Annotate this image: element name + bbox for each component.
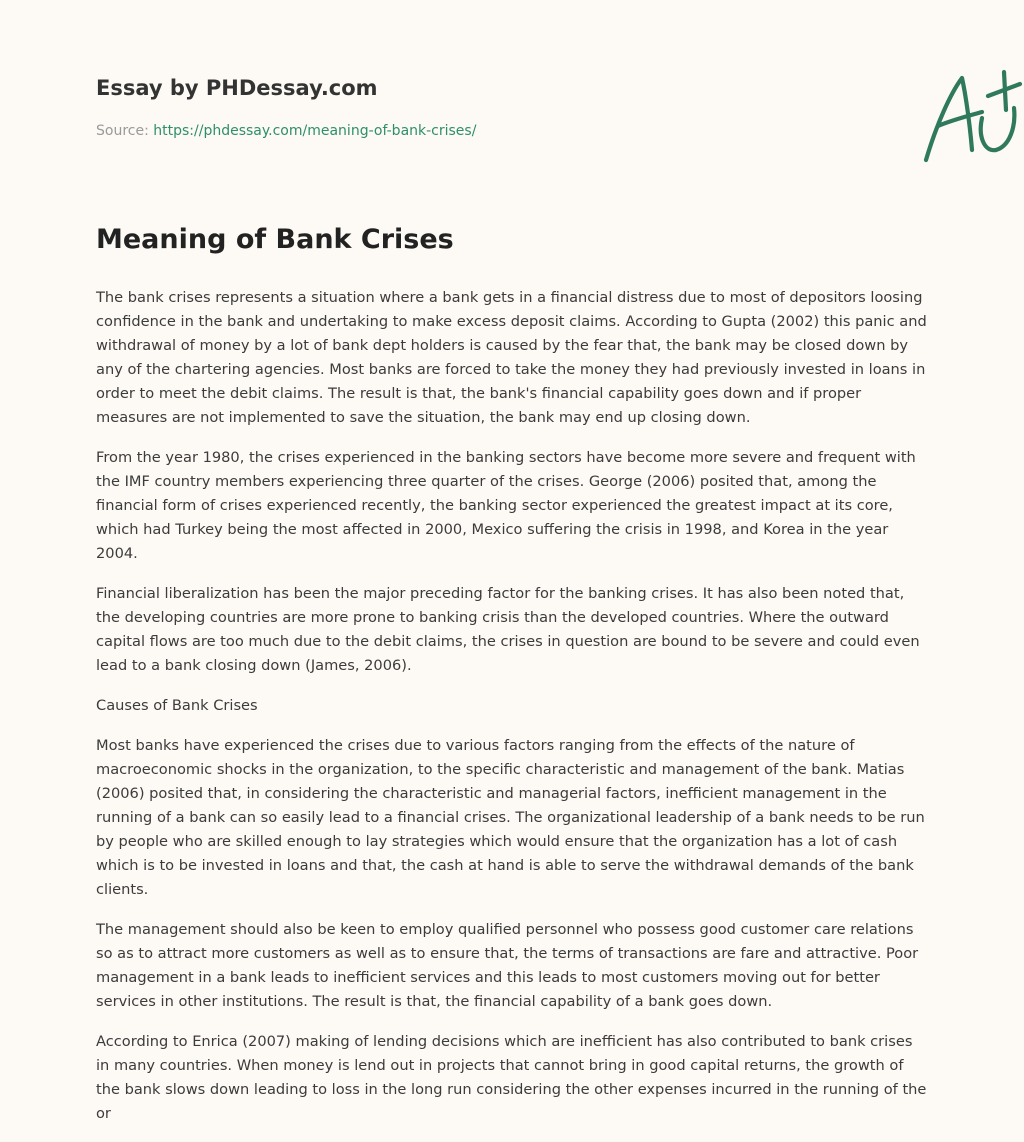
source-line	[96, 123, 476, 139]
a-plus-logo-icon	[916, 66, 1024, 166]
essay-paragraph: From the year 1980, the crises experienced in the banking sectors have become more severe and frequent with the IMF country members experiencing three quarter of the crises. George (2006) posited that, among the financial form of crises experienced recently, the banking sector experienced the greatest impact at its core, which had Turkey being the most affected in 2000, Mexico suffering the crisis in 1998, and Korea in the year 2004.	[96, 449, 916, 562]
section-heading: Causes of Bank Crises	[96, 697, 258, 714]
essay-paragraph: Financial liberalization has been the major preceding factor for the banking crises. It has also been noted that, the developing countries are more prone to banking crisis than the developed countries. Where the outward capital flows are too much due to the debit claims, the crises in question are bound to be severe and could even lead to a bank closing down (James, 2006).	[96, 585, 920, 674]
site-title: Essay by PHDessay.com	[96, 76, 378, 100]
essay-body	[96, 286, 928, 1142]
source-link[interactable]: https://phdessay.com/meaning-of-bank-crises/	[153, 123, 477, 139]
essay-title: Meaning of Bank Crises	[96, 224, 454, 255]
source-label: Source:	[96, 123, 149, 139]
essay-paragraph: The management should also be keen to employ qualified personnel who possess good customer care relations so as to attract more customers as well as to ensure that, the terms of transactions are fare and attractive. Poor management in a bank leads to inefficient services and this leads to most customers moving out for better services in other institutions. The result is that, the financial capability of a bank goes down.	[96, 921, 919, 1010]
essay-paragraph: According to Enrica (2007) making of lending decisions which are inefficient has also contributed to bank crises in many countries. When money is lend out in projects that cannot bring in good capital returns, the growth of the bank slows down leading to loss in the long run considering the other expenses incurred in the running of the or	[96, 1033, 927, 1122]
essay-paragraph: Most banks have experienced the crises due to various factors ranging from the effects of the nature of macroeconomic shocks in the organization, to the specific characteristic and management of the bank. Matias (2006) posited that, in considering the characteristic and managerial factors, inefficient management in the running of a bank can so easily lead to a financial crises. The organizational leadership of a bank needs to be run by people who are skilled enough to lay strategies which would ensure that the organization has a lot of cash which is to be invested in loans and that, the cash at hand is able to serve the withdrawal demands of the bank clients.	[96, 737, 925, 898]
essay-paragraph: The bank crises represents a situation where a bank gets in a financial distress due to most of depositors loosing confidence in the bank and undertaking to make excess deposit claims. According to Gupta (2002) this panic and withdrawal of money by a lot of bank dept holders is caused by the fear that, the bank may be closed down by any of the chartering agencies. Most banks are forced to take the money they had previously invested in loans in order to meet the debit claims. The result is that, the bank's financial capability goes down and if proper measures are not implemented to save the situation, the bank may end up closing down.	[96, 289, 927, 426]
